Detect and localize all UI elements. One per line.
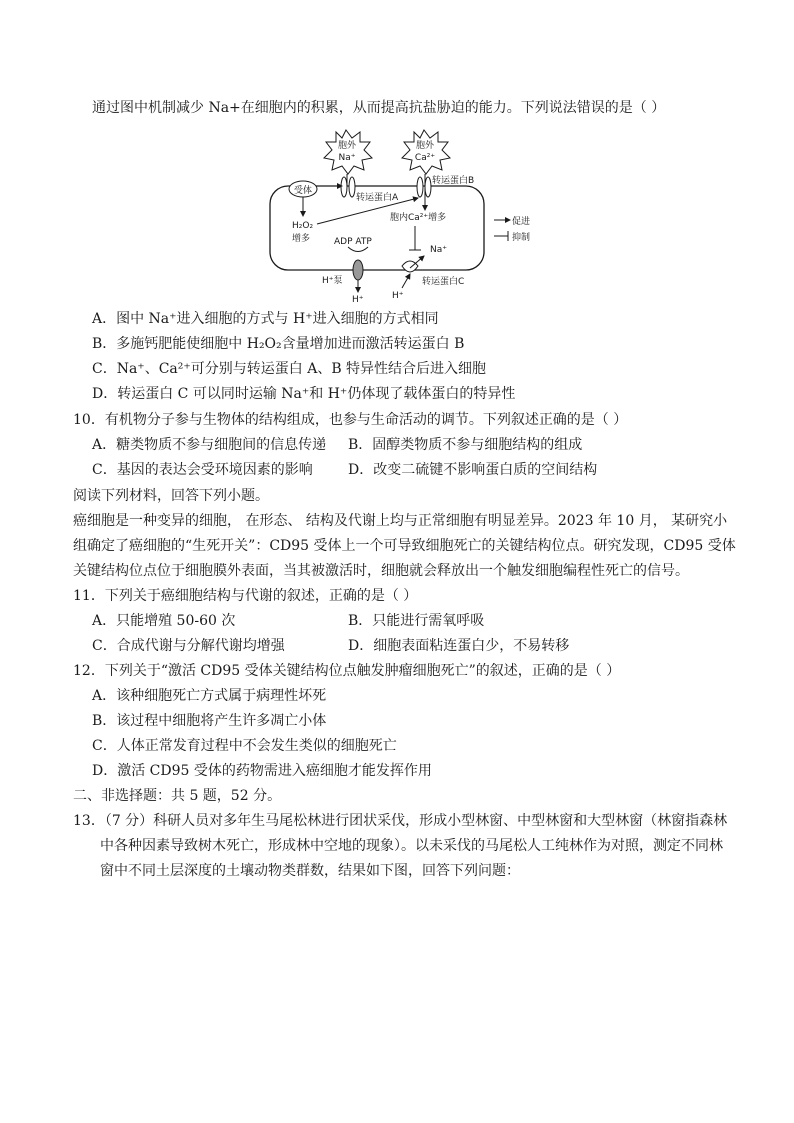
q11-option-b: B．只能进行需氧呼吸 <box>348 613 485 629</box>
h2o2-label: H₂O₂ <box>292 221 314 231</box>
q13-line-2: 中各种因素导致树木死亡，形成林中空地的现象）。以未采伐的马尾松人工纯林作为对照，测定不同林 <box>100 838 723 854</box>
transporter-a-shape <box>341 177 347 197</box>
legend-inhibit: 抑制 <box>512 233 531 243</box>
q10-option-a: A．糖类物质不参与细胞间的信息传递 <box>92 437 327 453</box>
extracellular-ca-burst <box>402 130 450 174</box>
h-in-label: H⁺ <box>392 291 404 301</box>
q9-option-b: B．多施钙肥能使细胞中 H₂O₂含量增加进而激活转运蛋白 B <box>92 336 465 352</box>
ca-in-label: 胞内Ca²⁺增多 <box>390 213 447 223</box>
section-2-heading: 二、非选择题：共 5 题，52 分。 <box>73 788 282 804</box>
transporter-a-label: 转运蛋白A <box>356 193 399 203</box>
transporter-c-label: 转运蛋白C <box>422 277 465 287</box>
receptor-label: 受体 <box>293 186 313 196</box>
na-out-line1: 胞外 <box>337 141 357 151</box>
q12-stem: 12．下列关于“激活 CD95 受体关键结构位点触发肿瘤细胞死亡”的叙述，正确的是（ ） <box>73 663 621 679</box>
q12-option-b: B．该过程中细胞将产生许多凋亡小体 <box>92 713 327 729</box>
q10-stem: 10．有机物分子参与生物体的结构组成，也参与生命活动的调节。下列叙述正确的是（ ） <box>73 412 628 428</box>
q12-option-c: C．人体正常发育过程中不会发生类似的细胞死亡 <box>92 738 397 754</box>
membrane-transport-diagram <box>262 128 552 304</box>
na-in-label: Na⁺ <box>430 245 447 255</box>
q12-option-a: A．该种细胞死亡方式属于病理性坏死 <box>92 688 327 704</box>
reading-para-line-1: 癌细胞是一种变异的细胞， 在形态、 结构及代谢上均与正常细胞有明显差异。2023 年 10 月， 某研究小 <box>73 513 728 529</box>
na-out-line2: Na⁺ <box>338 153 356 163</box>
q11-option-a: A．只能增殖 50-60 次 <box>92 613 236 629</box>
transporter-b-shape <box>417 177 423 197</box>
q9-option-d: D．转运蛋白 C 可以同时运输 Na⁺和 H⁺仍体现了载体蛋白的特异性 <box>92 386 516 402</box>
q9-option-a: A．图中 Na⁺进入细胞的方式与 H⁺进入细胞的方式相同 <box>92 311 439 327</box>
q11-option-d: D．细胞表面粘连蛋白少，不易转移 <box>348 638 570 654</box>
q11-option-c: C．合成代谢与分解代谢均增强 <box>92 638 285 654</box>
q10-option-b: B．固醇类物质不参与细胞结构的组成 <box>348 437 583 453</box>
adp-atp-label: ADP ATP <box>334 237 372 247</box>
legend-promote: 促进 <box>512 217 531 227</box>
ca-out-line1: 胞外 <box>415 141 435 151</box>
q10-option-d: D．改变二硫键不影响蛋白质的空间结构 <box>348 462 598 478</box>
h-out-label: H⁺ <box>352 295 364 304</box>
reading-prompt: 阅读下列材料，回答下列小题。 <box>73 488 269 504</box>
transporter-b-label: 转运蛋白B <box>432 176 475 186</box>
ca-out-line2: Ca²⁺ <box>414 153 436 163</box>
q12-option-d: D．激活 CD95 受体的药物需进入癌细胞才能发挥作用 <box>92 763 432 779</box>
extracellular-na-burst <box>324 130 372 174</box>
h2o2-increase: 增多 <box>292 234 311 244</box>
reading-para-line-2: 组确定了癌细胞的“生死开关”：CD95 受体上一个可导致细胞死亡的关键结构位点。研究发现，CD95 受体 <box>73 538 736 554</box>
q13-line-1: 13．（7 分）科研人员对多年生马尾松林进行团状采伐，形成小型林窗、中型林窗和大型林窗（林窗指森林 <box>73 813 728 829</box>
h-pump-shape <box>353 260 363 280</box>
q9-intro: 通过图中机制减少 Na+在细胞内的积累，从而提高抗盐胁迫的能力。下列说法错误的是（ ） <box>92 100 666 116</box>
q13-line-3: 窗中不同土层深度的土壤动物类群数，结果如下图，回答下列问题： <box>100 863 520 879</box>
q11-stem: 11．下列关于癌细胞结构与代谢的叙述，正确的是（ ） <box>73 588 418 604</box>
h-pump-label: H⁺泵 <box>322 276 343 286</box>
q10-option-c: C．基因的表达会受环境因素的影响 <box>92 462 313 478</box>
reading-para-line-3: 关键结构位点位于细胞膜外表面，当其被激活时，细胞就会释放出一个触发细胞编程性死亡的信号。 <box>73 563 689 579</box>
q9-option-c: C．Na⁺、Ca²⁺可分别与转运蛋白 A、B 特异性结合后进入细胞 <box>92 361 487 377</box>
